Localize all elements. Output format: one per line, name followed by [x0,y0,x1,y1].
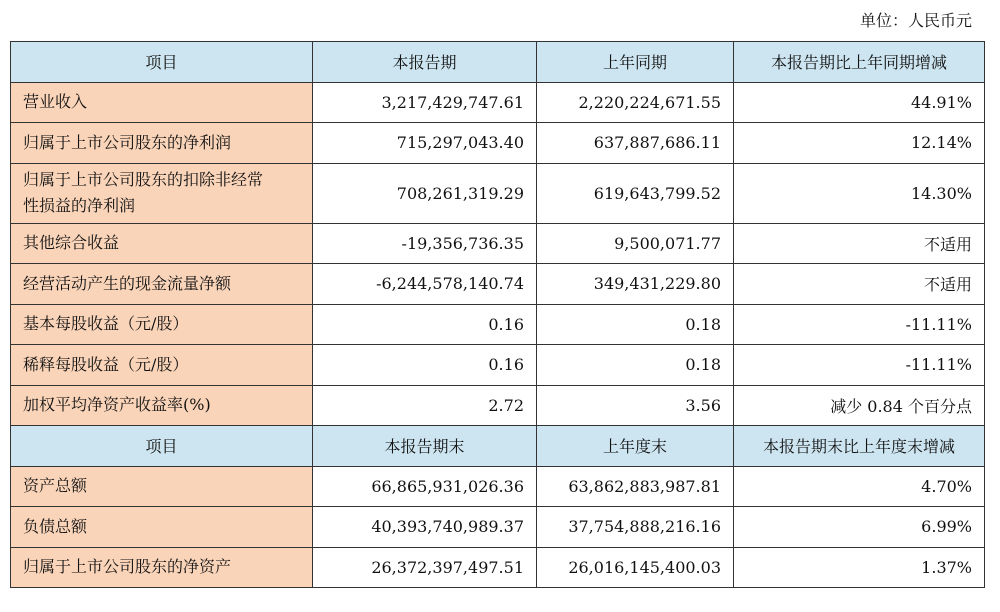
change-value: -11.11% [734,345,985,386]
header-change: 本报告期比上年同期增减 [734,42,985,83]
change-value: 1.37% [734,547,985,588]
row-label-line1: 归属于上市公司股东的扣除非经常 [23,169,264,189]
table-row [11,547,985,588]
row-label-line2: 性损益的净利润 [23,196,136,215]
prior-value: 37,754,888,216.16 [537,507,734,548]
prior-value: 9,500,071.77 [537,223,734,264]
current-value: -6,244,578,140.74 [313,264,537,305]
prior-value: 349,431,229.80 [537,264,734,305]
change-value: 减少 0.84 个百分点 [734,385,985,426]
current-value: 0.16 [313,345,537,386]
table-row [11,304,985,345]
header-period-end: 本报告期末 [313,426,537,467]
table-row [11,223,985,264]
section1-header-row [11,42,985,83]
change-value: 6.99% [734,507,985,548]
current-value: 40,393,740,989.37 [313,507,537,548]
table-row [11,345,985,386]
row-label: 归属于上市公司股东的净资产 [11,547,313,588]
table-row [11,507,985,548]
current-value: 708,261,319.29 [313,163,537,223]
prior-value: 3.56 [537,385,734,426]
current-value: 0.16 [313,304,537,345]
table-row [11,123,985,164]
row-label: 归属于上市公司股东的净利润 [11,123,313,164]
header-change: 本报告期末比上年度末增减 [734,426,985,467]
unit-label: 单位：人民币元 [859,11,972,30]
row-label: 稀释每股收益（元/股） [11,345,313,386]
header-item: 项目 [11,42,313,83]
prior-value: 0.18 [537,304,734,345]
prior-value: 619,643,799.52 [537,163,734,223]
header-current-period: 本报告期 [313,42,537,83]
prior-value: 637,887,686.11 [537,123,734,164]
change-value: 4.70% [734,466,985,507]
header-prior-year-end: 上年度末 [537,426,734,467]
change-value: 不适用 [734,264,985,305]
row-label: 营业收入 [11,82,313,123]
row-label [11,163,313,223]
table-row [11,163,985,223]
prior-value: 63,862,883,987.81 [537,466,734,507]
change-value: -11.11% [734,304,985,345]
table-row [11,82,985,123]
header-prior-period: 上年同期 [537,42,734,83]
table-row [11,264,985,305]
table-row [11,385,985,426]
row-label: 负债总额 [11,507,313,548]
current-value: -19,356,736.35 [313,223,537,264]
prior-value: 0.18 [537,345,734,386]
change-value: 14.30% [734,163,985,223]
row-label: 基本每股收益（元/股） [11,304,313,345]
change-value: 12.14% [734,123,985,164]
change-value: 44.91% [734,82,985,123]
current-value: 66,865,931,026.36 [313,466,537,507]
financial-table [10,41,985,588]
row-label: 经营活动产生的现金流量净额 [11,264,313,305]
row-label: 资产总额 [11,466,313,507]
section2-header-row [11,426,985,467]
row-label: 其他综合收益 [11,223,313,264]
prior-value: 2,220,224,671.55 [537,82,734,123]
current-value: 3,217,429,747.61 [313,82,537,123]
current-value: 715,297,043.40 [313,123,537,164]
table-row [11,466,985,507]
prior-value: 26,016,145,400.03 [537,547,734,588]
current-value: 2.72 [313,385,537,426]
change-value: 不适用 [734,223,985,264]
header-item: 项目 [11,426,313,467]
current-value: 26,372,397,497.51 [313,547,537,588]
row-label: 加权平均净资产收益率(%) [11,385,313,426]
